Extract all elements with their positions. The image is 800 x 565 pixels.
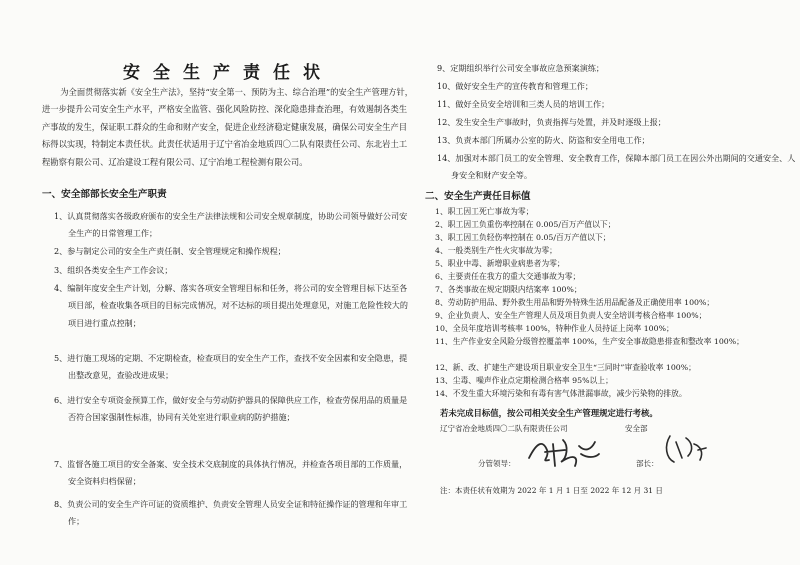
head-label: 部长： [636, 459, 659, 468]
list-item: 11、生产作业安全风险分级管控覆盖率 100%，生产安全事故隐患排查和整改率 100%； [435, 337, 744, 346]
list-item: 14、不发生重大环境污染和有毒有害气体泄漏事故，减少污染物的排放。 [435, 389, 687, 398]
list-item: 5、进行施工现场的定期、不定期检查，检查项目的安全生产工作，查找不安全因素和安全隐患，提出整改意见，查验改进成果； [54, 353, 408, 381]
list-item: 9、企业负责人、安全生产管理人员及项目负责人安全培训考核合格率 100%； [435, 311, 707, 320]
list-item: 8、劳动防护用品、野外救生用品和野外特殊生活用品配备及正确使用率 100%； [435, 298, 715, 307]
list-item: 5、职业中毒、新增职业病患者为零； [435, 259, 565, 268]
list-item: 14、加强对本部门员工的安全管理、安全教育工作，保障本部门员工在因公外出期间的交通安全、人身安全和财产安全等。 [437, 153, 796, 181]
list-item: 12、新、改、扩建生产建设项目职业安全卫生“三同时”审查验收率 100%； [435, 363, 696, 372]
dept-name: 安全部 [625, 424, 648, 433]
list-item: 13、负责本部门所属办公室的防火、防盗和安全用电工作； [437, 135, 650, 145]
intro-paragraph: 为全面贯彻落实新《安全生产法》，坚持“安全第一、预防为主、综合治理”的安全生产管理方针，进一步提升公司安全生产水平，严格安全监管、强化风险防控、深化隐患排查治理，有效遏制各类生产事故的发生，保证职工群众的生命和财产安全，促进企业经济稳定健康发展，确保公司安全生产目标得以实现，特制定本责任状。此责任状适用于辽宁省冶金地质四〇二队有限责任公司、东北岩土工程勘察有限公司、辽冶建设工程有限公司、辽宁冶地工程检测有限公司。 [42, 87, 414, 167]
list-item: 10、全员年度培训考核率 100%，特种作业人员持证上岗率 100%； [435, 324, 674, 333]
list-item: 9、定期组织举行公司安全事故应急预案演练； [437, 63, 605, 73]
section1-heading: 一、安全部部长安全生产职责 [42, 189, 167, 200]
list-item: 3、职工因工负轻伤率控制在 0.05/百万产值以下； [435, 233, 611, 242]
head-signature [660, 428, 710, 468]
list-item: 6、进行安全专项资金预算工作，做好安全与劳动防护器具的保障供应工作，检查劳保用品的质量是否符合国家强制性标准，协同有关处室进行职业病的防护措施； [54, 395, 408, 423]
list-item: 11、做好全员安全培训和三类人员的培训工作； [437, 99, 610, 109]
list-item: 3、组织各类安全生产工作会议； [54, 265, 173, 275]
list-item: 1、认真贯彻落实各级政府颁布的安全生产法律法规和公司安全规章制度，协助公司领导做好公司安全生产的日常管理工作； [54, 211, 408, 239]
document-title: 安全生产责任状 [123, 63, 333, 83]
closing-statement: 若未完成目标值，按公司相关安全生产管理规定进行考核。 [440, 408, 658, 418]
list-item: 4、一般类别生产性火灾事故为零； [435, 246, 557, 255]
validity-note: 注：本责任状有效期为 2022 年 1 月 1 日至 2022 年 12 月 31 日 [440, 486, 663, 495]
leader-signature [525, 432, 605, 472]
list-item: 7、各类事故在规定期限内结案率 100%； [435, 285, 582, 294]
list-item: 2、职工因工负重伤率控制在 0.005/百万产值以下； [435, 220, 616, 229]
list-item: 7、监督各施工项目的安全备案、安全技术交底制度的具体执行情况，并检查各项目部的工作质量，安全资料归档保留； [54, 459, 408, 487]
leader-label: 分管领导： [478, 459, 516, 468]
list-item: 4、编制年度安全生产计划，分解、落实各项安全管理目标和任务，将公司的安全管理目标下达至各项目部，检查收集各项目的目标完成情况，对不达标的项目提出处理意见，对施工危险性较大的项目进行重点控制； [54, 283, 408, 328]
list-item: 1、职工因工死亡事故为零； [435, 207, 534, 216]
list-item: 12、发生安全生产事故时，负责指挥与处置，并及时逐级上报； [437, 117, 666, 127]
company-name: 辽宁省冶金地质四〇二队有限责任公司 [440, 424, 568, 433]
list-item: 8、负责公司的安全生产许可证的资质维护、负责安全管理人员安全证和特征操作证的管理和年审工作； [54, 499, 408, 527]
section2-heading: 二、安全生产责任目标值 [425, 191, 531, 202]
list-item: 2、参与制定公司的安全生产责任制、安全管理规定和操作规程； [54, 246, 286, 256]
list-item: 10、做好安全生产的宣传教育和管理工作； [437, 81, 593, 91]
list-item: 6、主要责任在我方的重大交通事故为零； [435, 272, 581, 281]
list-item: 13、尘毒、噪声作业点定期检测合格率 95%以上； [435, 376, 613, 385]
